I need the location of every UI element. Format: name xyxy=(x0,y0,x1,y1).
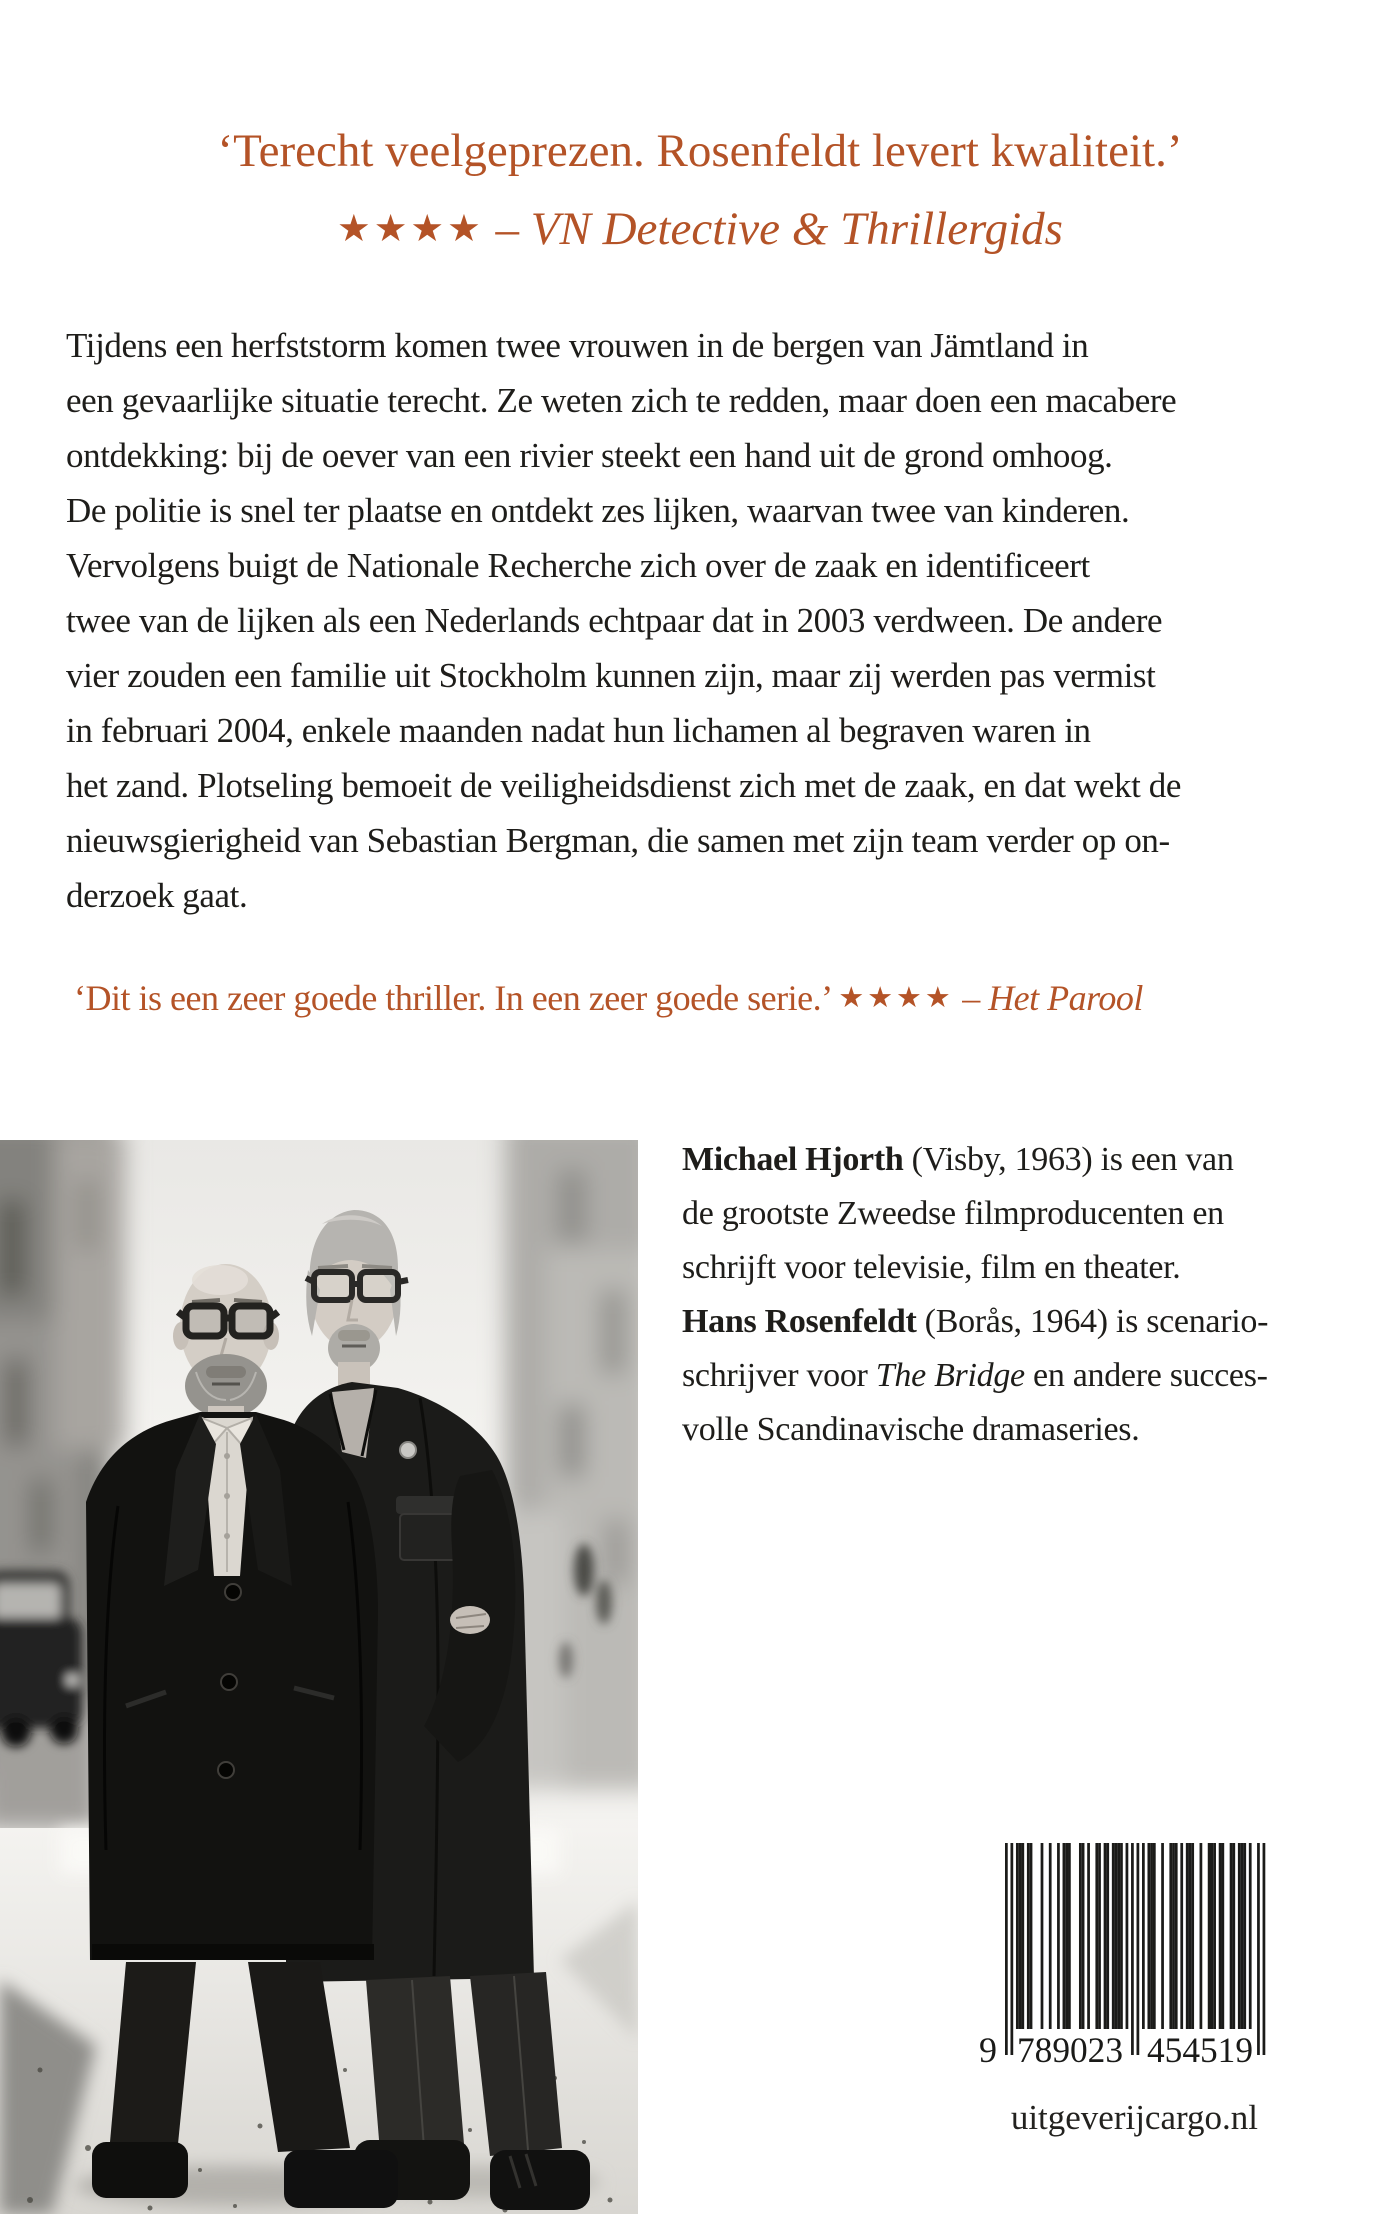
synopsis-paragraph xyxy=(66,318,1181,923)
coat-button xyxy=(225,1584,241,1600)
barcode-digits-right: 454519 xyxy=(1147,2030,1253,2068)
text-line: Vervolgens buigt de Nationale Recherche zich over de zaak en identificeert xyxy=(66,546,1090,585)
text-line: het zand. Plotseling bemoeit de veiligheidsdienst zich met de zaak, en dat wekt de xyxy=(66,766,1182,805)
text-line: een gevaarlijke situatie terecht. Ze weten zich te redden, maar doen een macabere xyxy=(66,381,1177,420)
top-quote-line1: ‘Terecht veelgeprezen. Rosenfeldt levert kwaliteit.’ xyxy=(217,125,1183,177)
text-line: twee van de lijken als een Nederlands echtpaar dat in 2003 verdween. De andere xyxy=(66,601,1163,640)
barcode-digits-left: 789023 xyxy=(1017,2030,1123,2068)
text-line: De politie is snel ter plaatse en ontdekt zes lijken, waarvan twee van kinderen. xyxy=(66,491,1130,530)
coat-button xyxy=(218,1762,234,1778)
text-line: vier zouden een familie uit Stockholm kunnen zijn, maar zij werden pas vermist xyxy=(66,656,1156,695)
text-line: ontdekking: bij de oever van een rivier steekt een hand uit de grond omhoog. xyxy=(66,436,1113,475)
isbn-barcode xyxy=(975,1843,1275,2073)
star-rating-icon: ★★★★ xyxy=(838,980,954,1014)
text-line: in februari 2004, enkele maanden nadat hun lichamen al begraven waren in xyxy=(66,711,1091,750)
shoe xyxy=(92,2142,188,2198)
top-review-quote xyxy=(0,112,1400,270)
text-line: Tijdens een herfststorm komen twee vrouwen in de bergen van Jämtland in xyxy=(66,326,1089,365)
mid-quote-source: Het Parool xyxy=(988,978,1143,1018)
boot xyxy=(490,2150,590,2210)
text-line: de grootste Zweedse filmproducenten en xyxy=(682,1195,1224,1232)
coat-button xyxy=(221,1674,237,1690)
text-line: schrijft voor televisie, film en theater. xyxy=(682,1249,1181,1286)
hand xyxy=(450,1606,490,1634)
parked-car xyxy=(0,1570,82,1747)
jeans xyxy=(366,1976,464,2152)
top-quote-line2 xyxy=(0,190,1400,270)
text-line: nieuwsgierigheid van Sebastian Bergman, die samen met zijn team verder op on- xyxy=(66,821,1170,860)
authors-photo xyxy=(0,1140,638,2214)
lapel-pin xyxy=(400,1442,416,1458)
top-quote-source: VN Detective & Thrillergids xyxy=(530,203,1063,255)
mid-review-quote xyxy=(74,974,1143,1024)
dash: – xyxy=(495,203,520,255)
barcode-bars xyxy=(1005,1843,1265,2055)
barcode-digit-prefix: 9 xyxy=(979,2030,997,2068)
text-line: schrijver voor The Bridge en andere succes- xyxy=(682,1357,1268,1394)
dash: – xyxy=(962,978,980,1018)
author-bio xyxy=(682,1133,1268,1457)
shoe xyxy=(284,2150,398,2208)
star-rating-icon: ★★★★ xyxy=(337,206,484,250)
text-line: Michael Hjorth (Visby, 1963) is een van xyxy=(682,1141,1234,1178)
publisher-website: uitgeverijcargo.nl xyxy=(1010,2098,1258,2137)
text-line: volle Scandinavische dramaseries. xyxy=(682,1411,1140,1448)
mid-quote-text: ‘Dit is een zeer goede thriller. In een zeer goede serie.’ xyxy=(74,978,830,1018)
text-line: derzoek gaat. xyxy=(66,876,248,915)
text-line: Hans Rosenfeldt (Borås, 1964) is scenario- xyxy=(682,1303,1269,1340)
